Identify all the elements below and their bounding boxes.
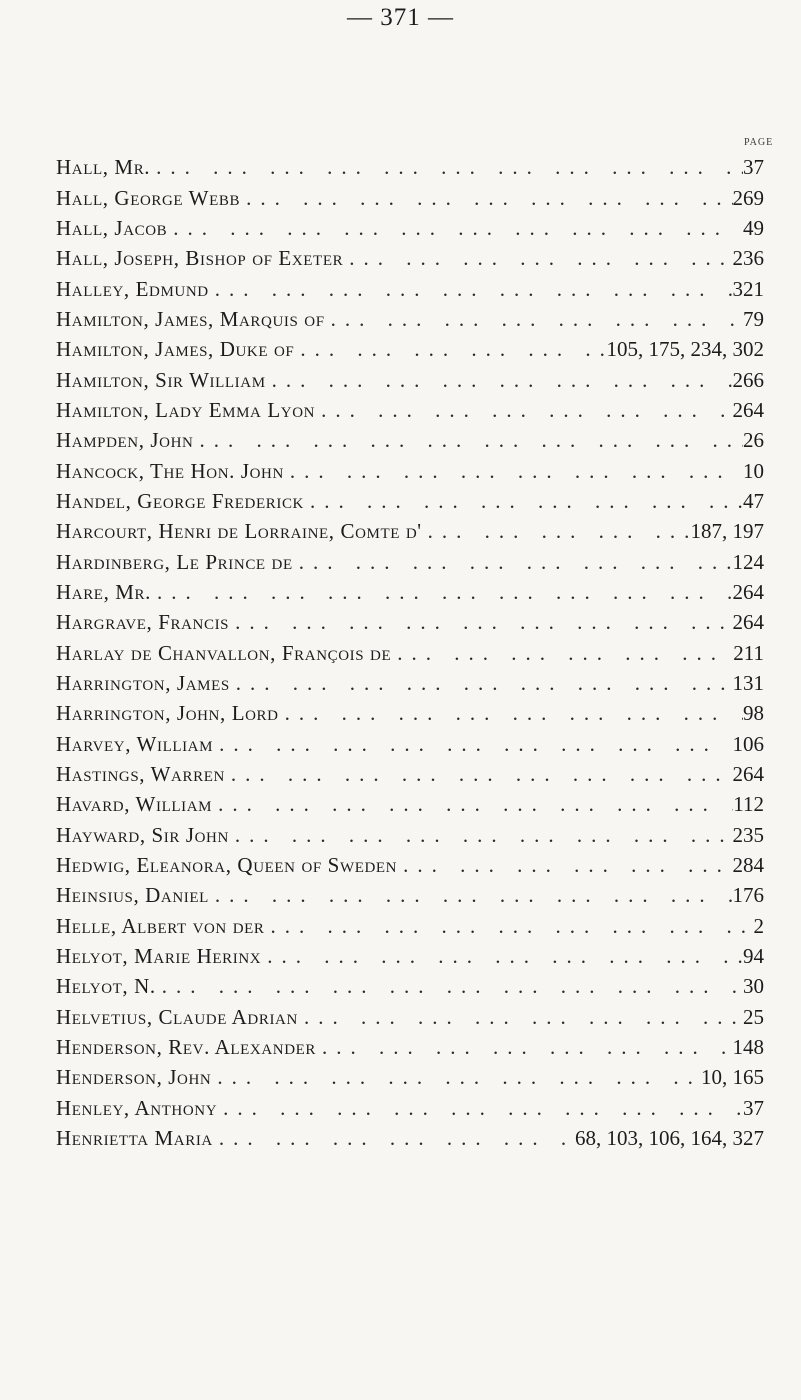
index-entry <box>56 698 764 728</box>
index-list <box>56 152 764 1153</box>
entry-pages: 37 <box>743 155 764 180</box>
index-entry <box>56 1062 764 1092</box>
entry-name: Harlay de Chanvallon, François de <box>56 640 392 665</box>
entry-pages: 10, 165 <box>701 1065 764 1090</box>
entry-pages: 79 <box>743 306 764 331</box>
index-entry <box>56 273 764 303</box>
index-entry <box>56 182 764 212</box>
dot-leader <box>316 1032 733 1062</box>
dot-leader <box>212 789 733 819</box>
dot-leader <box>397 850 732 880</box>
entry-name: Heinsius, Daniel <box>56 883 209 908</box>
dot-leader <box>261 941 743 971</box>
dot-leader <box>343 243 732 273</box>
entry-pages: 264 <box>732 762 764 787</box>
entry-pages: 105, 175, 234, 302 <box>606 337 764 362</box>
index-entry <box>56 971 764 1001</box>
dot-leader <box>230 668 733 698</box>
index-entry <box>56 243 764 273</box>
entry-name: Helyot, Marie Herinx <box>56 944 262 969</box>
entry-name: Hare, Mr. <box>56 579 151 604</box>
entry-name: Harcourt, Henri de Lorraine, Comte d' <box>56 519 422 544</box>
index-entry <box>56 546 764 576</box>
index-entry <box>56 486 764 516</box>
entry-name: Hamilton, James, Marquis of <box>56 306 325 331</box>
dot-leader <box>265 911 754 941</box>
entry-name: Havard, William <box>56 792 213 817</box>
index-entry <box>56 638 764 668</box>
entry-pages: 269 <box>732 185 764 210</box>
entry-pages: 187, 197 <box>690 519 764 544</box>
entry-pages: 321 <box>732 276 764 301</box>
entry-name: Hall, Mr. <box>56 155 151 180</box>
index-entry <box>56 941 764 971</box>
entry-name: Handel, George Frederick <box>56 488 304 513</box>
dot-leader <box>422 516 691 546</box>
entry-name: Halley, Edmund <box>56 276 209 301</box>
entry-name: Hancock, The Hon. John <box>56 458 284 483</box>
entry-pages: 235 <box>732 822 764 847</box>
index-entry <box>56 395 764 425</box>
entry-pages: 266 <box>732 367 764 392</box>
dot-leader <box>211 1062 701 1092</box>
entry-pages: 131 <box>732 671 764 696</box>
dot-leader <box>229 607 732 637</box>
dot-leader <box>151 577 733 607</box>
dot-leader <box>293 547 733 577</box>
entry-pages: 264 <box>732 579 764 604</box>
dot-leader <box>209 274 733 304</box>
entry-name: Hedwig, Eleanora, Queen of Sweden <box>56 853 398 878</box>
entry-pages: 10 <box>743 458 764 483</box>
entry-pages: 30 <box>743 974 764 999</box>
index-entry <box>56 152 764 182</box>
entry-pages: 264 <box>732 397 764 422</box>
entry-name: Harrington, John, Lord <box>56 701 279 726</box>
dot-leader <box>304 486 743 516</box>
index-entry <box>56 850 764 880</box>
entry-name: Hamilton, Sir William <box>56 367 266 392</box>
entry-pages: 106 <box>732 731 764 756</box>
index-entry <box>56 911 764 941</box>
index-entry <box>56 334 764 364</box>
entry-name: Henderson, Rev. Alexander <box>56 1035 316 1060</box>
dot-leader <box>279 698 743 728</box>
index-entry <box>56 1093 764 1123</box>
entry-pages: 124 <box>732 549 764 574</box>
entry-name: Henrietta Maria <box>56 1126 213 1151</box>
entry-name: Hargrave, Francis <box>56 610 230 635</box>
entry-pages: 148 <box>732 1035 764 1060</box>
dot-leader <box>167 213 743 243</box>
entry-pages: 25 <box>743 1004 764 1029</box>
entry-name: Harvey, William <box>56 731 214 756</box>
dot-leader <box>315 395 732 425</box>
entry-name: Harrington, James <box>56 671 230 696</box>
entry-pages: 236 <box>732 246 764 271</box>
entry-name: Hardinberg, Le Prince de <box>56 549 293 574</box>
index-entry <box>56 880 764 910</box>
entry-pages: 94 <box>743 944 764 969</box>
index-entry <box>56 364 764 394</box>
page-column-label: PAGE <box>744 137 774 148</box>
dot-leader <box>213 729 732 759</box>
index-entry <box>56 304 764 334</box>
entry-pages: 176 <box>732 883 764 908</box>
dot-leader <box>325 304 743 334</box>
index-entry <box>56 1032 764 1062</box>
dot-leader <box>150 152 743 182</box>
index-entry <box>56 577 764 607</box>
index-entry <box>56 607 764 637</box>
dot-leader <box>298 1002 743 1032</box>
dot-leader <box>266 365 733 395</box>
entry-name: Helvetius, Claude Adrian <box>56 1004 298 1029</box>
entry-pages: 37 <box>743 1095 764 1120</box>
entry-name: Hamilton, Lady Emma Lyon <box>56 397 316 422</box>
entry-name: Hamilton, James, Duke of <box>56 337 295 362</box>
dot-leader <box>217 1093 743 1123</box>
index-entry <box>56 759 764 789</box>
entry-pages: 2 <box>753 913 764 938</box>
entry-pages: 68, 103, 106, 164, 327 <box>575 1126 764 1151</box>
entry-name: Henley, Anthony <box>56 1095 218 1120</box>
index-entry <box>56 668 764 698</box>
entry-name: Hayward, Sir John <box>56 822 229 847</box>
index-entry <box>56 820 764 850</box>
page-number: — 371 — <box>347 4 454 31</box>
entry-name: Helle, Albert von der <box>56 913 265 938</box>
entry-name: Henderson, John <box>56 1065 212 1090</box>
dot-leader <box>284 456 743 486</box>
dot-leader <box>294 334 606 364</box>
entry-name: Helyot, N. <box>56 974 156 999</box>
dot-leader <box>193 425 743 455</box>
index-entry <box>56 729 764 759</box>
index-entry <box>56 1123 764 1153</box>
entry-name: Hastings, Warren <box>56 762 225 787</box>
index-entry <box>56 425 764 455</box>
index-entry <box>56 516 764 546</box>
entry-name: Hall, Joseph, Bishop of Exeter <box>56 246 344 271</box>
entry-pages: 47 <box>743 488 764 513</box>
index-entry <box>56 455 764 485</box>
entry-pages: 284 <box>732 853 764 878</box>
entry-pages: 98 <box>743 701 764 726</box>
dot-leader <box>225 759 733 789</box>
entry-pages: 49 <box>743 215 764 240</box>
entry-name: Hall, George Webb <box>56 185 241 210</box>
dot-leader <box>156 971 743 1001</box>
dot-leader <box>209 880 733 910</box>
dot-leader <box>229 820 733 850</box>
entry-pages: 112 <box>733 792 764 817</box>
index-entry <box>56 789 764 819</box>
entry-name: Hall, Jacob <box>56 215 168 240</box>
entry-name: Hampden, John <box>56 428 194 453</box>
index-entry <box>56 1002 764 1032</box>
entry-pages: 26 <box>743 428 764 453</box>
dot-leader <box>240 183 732 213</box>
entry-pages: 211 <box>733 640 764 665</box>
dot-leader <box>391 638 733 668</box>
index-entry <box>56 213 764 243</box>
dot-leader <box>213 1123 575 1153</box>
entry-pages: 264 <box>732 610 764 635</box>
